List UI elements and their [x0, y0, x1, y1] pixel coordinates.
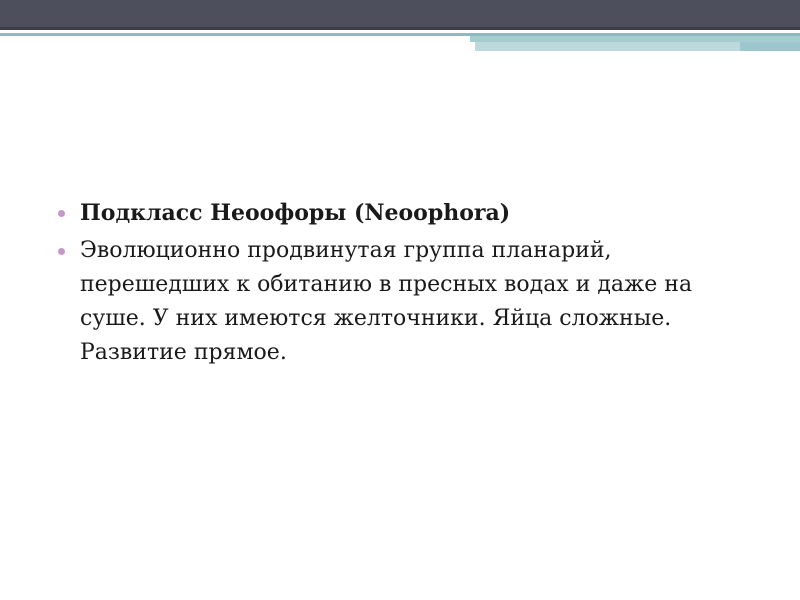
header-band-teal-accent [740, 42, 800, 51]
bullet-list [58, 196, 758, 374]
bullet-dot-icon [58, 210, 65, 217]
header-band-shadow [0, 27, 800, 30]
bullet-item-heading [58, 196, 758, 230]
bullet-description-text: Эволюционно продвинутая группа планарий, перешедших к обитанию в пресных водах и даже на суше. У них имеются желточники. Яйца сложные. Развитие прямое. [80, 238, 693, 365]
bullet-item-description [58, 234, 758, 370]
bullet-dot-icon [58, 248, 65, 255]
header-band-dark [0, 0, 800, 27]
bullet-heading-text: Подкласс Неоофоры (Neoophora) [80, 200, 511, 226]
